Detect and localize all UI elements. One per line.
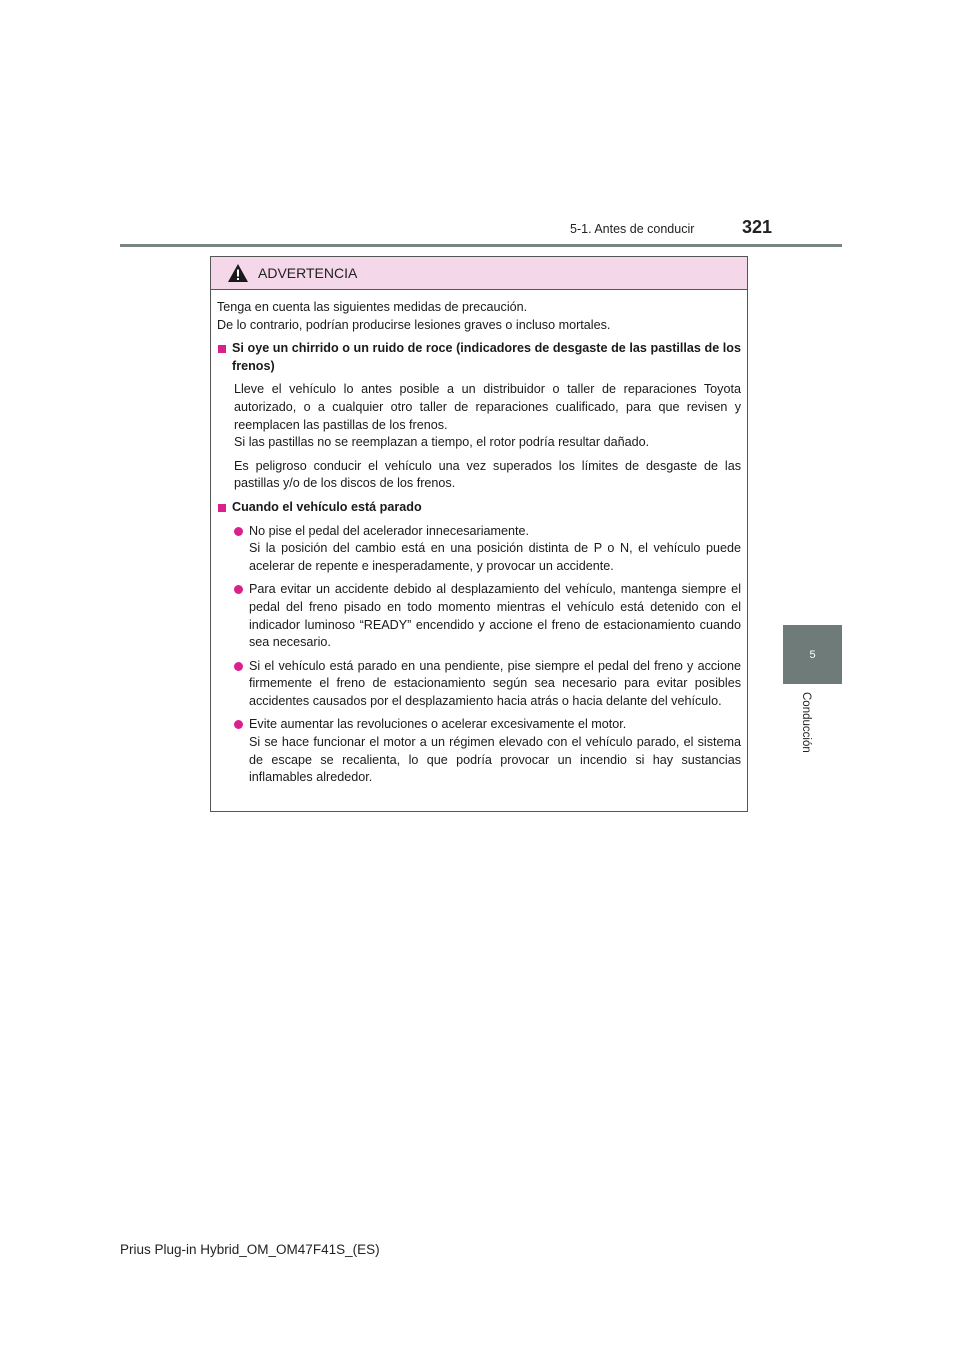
warning-title: ADVERTENCIA [258,265,358,281]
paragraph-line: Lleve el vehículo lo antes posible a un distribuidor o taller de reparaciones Toyota autorizado, o a cualquier otro taller de reparaciones cualificado, para que revisen y reemplacen las pastillas de los frenos. [234,382,741,432]
header-rule [120,244,842,247]
square-bullet-icon [218,345,226,353]
chapter-label: Conducción [800,692,812,753]
warning-body [211,290,747,787]
section-heading [217,499,741,517]
list-item-text: Si el vehículo está parado en una pendiente, pise siempre el pedal del freno y accione firmemente el freno de estacionamiento según sea necesario para evitar posibles accidentes causados por el desplazamiento hacia atrás o hacia delante del vehículo. [249,658,741,708]
list-item [234,523,741,576]
square-bullet-icon [218,504,226,512]
list-item [234,716,741,786]
list-item-line: No pise el pedal del acelerador innecesariamente. [249,523,530,538]
intro-line: De lo contrario, podrían producirse lesiones graves o incluso mortales. [217,317,611,332]
section-heading-text: Cuando el vehículo está parado [232,499,422,514]
round-bullet-icon [234,527,243,536]
paragraph-line: Si las pastillas no se reemplazan a tiempo, el rotor podría resultar dañado. [234,435,650,450]
section-paragraph: Es peligroso conducir el vehículo una vez superados los límites de desgaste de las pastillas y/o de los discos de los frenos. [234,458,741,491]
section-paragraph [234,381,741,451]
footer-model-code: Prius Plug-in Hybrid_OM_OM47F41S_(ES) [120,1242,380,1257]
round-bullet-icon [234,720,243,729]
warning-triangle-icon [227,263,249,283]
chapter-number: 5 [809,648,816,661]
round-bullet-icon [234,585,243,594]
chapter-tab [783,625,842,684]
list-item-text: Para evitar un accidente debido al desplazamiento del vehículo, mantenga siempre el pedal del freno pisado en todo momento mientras el vehículo está detenido con el indicador luminoso “READY” encendido y accione el freno de estacionamiento cuando sea necesario. [249,582,741,650]
list-item-text [249,523,741,576]
warning-box [210,256,748,812]
intro-line: Tenga en cuenta las siguientes medidas de precaución. [217,300,528,314]
section-heading-text: Si oye un chirrido o un ruido de roce (indicadores de desgaste de las pastillas de los frenos) [232,341,741,373]
warning-header [211,257,747,290]
section-heading [217,340,741,375]
list-item-line: Si la posición del cambio está en una posición distinta de P o N, el vehículo puede acelerar de repente e inesperadamente, y provocar un accidente. [249,541,741,573]
list-item-text [249,716,741,786]
list-item [234,658,741,711]
round-bullet-icon [234,662,243,671]
header-section-title: 5-1. Antes de conducir [570,222,695,236]
page-number: 321 [742,217,773,237]
list-item [234,581,741,651]
list-item-line: Si se hace funcionar el motor a un régimen elevado con el vehículo parado, el sistema de escape se recalienta, lo que podría provocar un incendio si hay sustancias inflamables alrededor. [249,735,741,785]
list-item-line: Evite aumentar las revoluciones o acelerar excesivamente el motor. [249,717,627,732]
